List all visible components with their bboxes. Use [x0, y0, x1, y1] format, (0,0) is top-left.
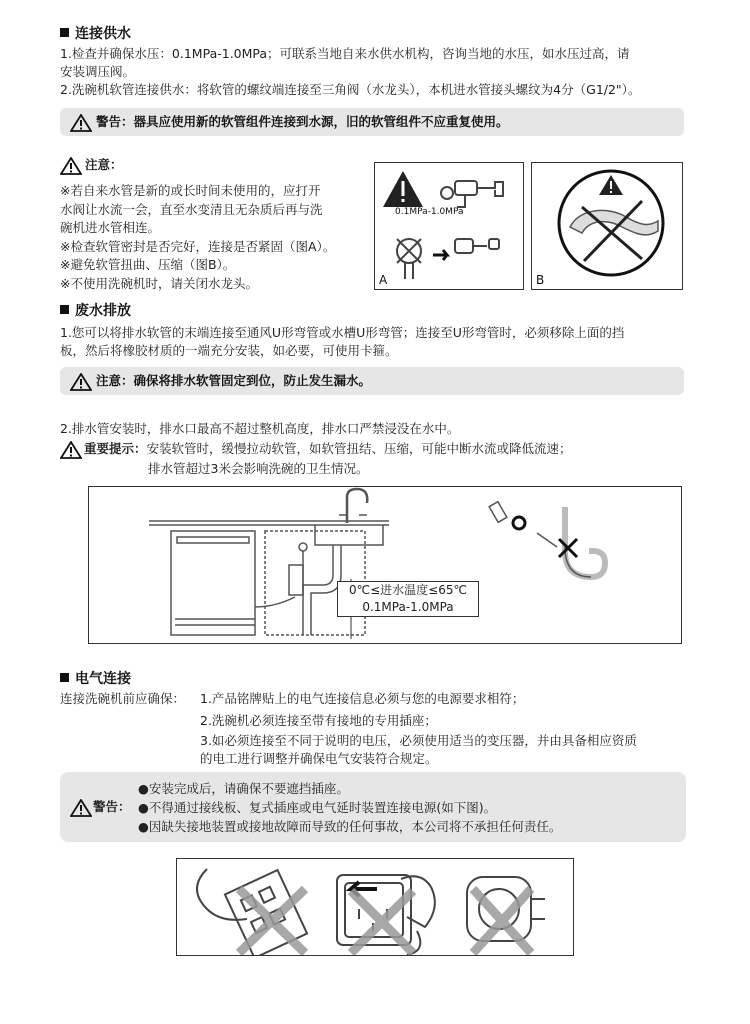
notice-bar-drain: 注意：确保将排水软管固定到位，防止发生漏水。	[60, 367, 684, 395]
warning-triangle-icon	[60, 157, 82, 175]
notice-line: ※避免软管扭曲、压缩（图B）。	[60, 257, 236, 272]
section-heading-drainage: 废水排放	[60, 302, 131, 320]
figure-a-illustration	[375, 163, 523, 289]
figure-b	[531, 162, 683, 290]
water-item1-line2: 安装调压阀。	[60, 64, 136, 79]
figure-b-label: B	[536, 273, 545, 287]
drainage-illustration	[89, 487, 681, 643]
water-temp-range: 0℃≤进水温度≤65℃	[349, 583, 467, 597]
water-pressure-range: 0.1MPa-1.0MPa	[362, 600, 454, 614]
heading-square-icon	[60, 305, 69, 314]
warning-bar-hose: 警告：器具应使用新的软管组件连接到水源，旧的软管组件不应重复使用。	[60, 108, 684, 136]
figure-a	[374, 162, 524, 290]
drainage-diagram	[88, 486, 682, 644]
warning-triangle-icon	[70, 799, 92, 817]
notice-line: 水阀让水流一会，直至水变清且无杂质后再与洗	[60, 201, 323, 217]
water-spec-box	[337, 581, 479, 617]
electrical-warning-item: ●因缺失接地装置或接地故障而导致的任何事故，本公司将不承担任何责任。	[138, 819, 562, 834]
notice-line: ※不使用洗碗机时，请关闭水龙头。	[60, 275, 258, 291]
socket-illustration	[177, 859, 573, 955]
electrical-intro: 连接洗碗机前应确保：	[60, 691, 186, 706]
important-line2: 排水管超过3米会影响洗碗的卫生情况。	[148, 461, 369, 476]
electrical-warning-title: 警告：	[70, 798, 131, 817]
notice-line: ※若自来水管是新的或长时间未使用的，应打开	[60, 183, 321, 198]
heading-square-icon	[60, 28, 69, 37]
water-item2: 2.洗碗机软管连接供水：将软管的螺纹端连接至三角阀（水龙头），本机进水管接头螺纹为4分（G1/2"）。	[60, 82, 641, 97]
electrical-item: 3.如必须连接至不同于说明的电压，必须使用适当的变压器，并由具备相应资质	[200, 733, 637, 748]
notice-line: 碗机进水管相连。	[60, 220, 161, 235]
notice-list	[60, 182, 335, 293]
figure-a-label: A	[379, 273, 388, 287]
electrical-item: 的电工进行调整并确保电气安装符合规定。	[200, 751, 438, 766]
figure-b-illustration	[532, 163, 682, 289]
electrical-warning-item: ●不得通过接线板、复式插座或电气延时装置连接电源(如下图)。	[138, 800, 497, 815]
important-tip: 重要提示：安装软管时，缓慢拉动软管，如软管扭结、压缩，可能中断水流或降低流速；	[60, 440, 572, 459]
drain-item2: 2.排水管安装时，排水口最高不超过整机高度，排水口严禁浸没在水中。	[60, 421, 460, 436]
notice-line: ※检查软管密封是否完好，连接是否紧固（图A）。	[60, 238, 336, 254]
notice-title: 注意：	[60, 156, 123, 175]
warning-triangle-icon	[60, 441, 82, 459]
electrical-item: 2.洗碗机必须连接至带有接地的专用插座；	[200, 713, 437, 728]
water-item1-line1: 1.检查并确保水压：0.1MPa-1.0MPa；可联系当地自来水供水机构，咨询当地的水压，如水压过高，请	[60, 46, 630, 61]
section-heading-electrical: 电气连接	[60, 670, 131, 688]
electrical-warning-item: ●安装完成后，请确保不要遮挡插座。	[138, 781, 349, 796]
warning-triangle-icon	[70, 114, 92, 132]
drain-item1-line1: 1.您可以将排水软管的末端连接至通风U形弯管或水槽U形弯管；连接至U形弯管时，必须移除上面的挡	[60, 325, 625, 340]
drain-item1-line2: 板，然后将橡胶材质的一端充分安装，如必要，可使用卡箍。	[60, 343, 398, 358]
warning-triangle-icon	[70, 373, 92, 391]
electrical-warning-box	[60, 772, 686, 842]
socket-illustration-box	[176, 858, 574, 956]
section-heading-water-supply: 连接供水	[60, 25, 131, 43]
figure-a-pressure: 0.1MPa-1.0MPa	[395, 207, 464, 217]
heading-square-icon	[60, 673, 69, 682]
electrical-item: 1.产品铭牌贴上的电气连接信息必须与您的电源要求相符；	[200, 691, 525, 706]
